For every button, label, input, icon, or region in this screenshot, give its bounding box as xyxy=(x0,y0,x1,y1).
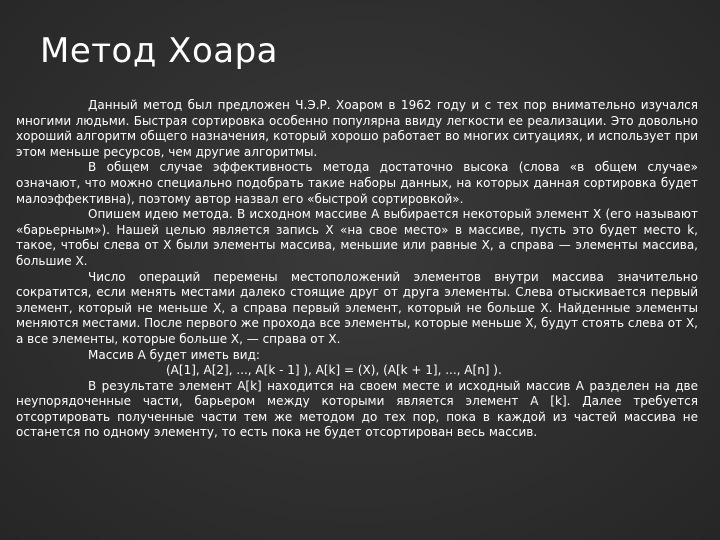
array-formula: (A[1], A[2], ..., A[k - 1] ), A[k] = (X), (A[k + 1], ..., A[n] ). xyxy=(166,363,502,378)
slide-title: Метод Хоара xyxy=(40,31,279,71)
paragraph-result: В результате элемент A[k] находится на своем месте и исходный массив A разделен на две неупорядоченные части, барьером между которыми является элемент A [k]. Далее требуется отсортировать полученные части тем же методом до тех пор, пока в каждой из частей массива не останется по одному элементу, то есть пока не будет отсортирован весь массив. xyxy=(16,378,698,440)
paragraph-operations: Число операций перемены местоположений элементов внутри массива значительно сократится, если менять местами далеко стоящие друг от друга элементы. Слева отыскивается первый элемент, который не меньше X, а справа первый элемент, который не больше X. Найденные элементы меняются местами. После первого же прохода все элементы, которые меньше X, будут стоять слева от X, а все элементы, которые больше X, — справа от X. xyxy=(16,269,698,346)
paragraph-efficiency: В общем случае эффективность метода достаточно высока (слова «в общем случае» означают, что можно специально подобрать такие наборы данных, на которых данная сортировка будет малоэффективна), поэтому автор назвал его «быстрой сортировкой». xyxy=(16,160,698,206)
paragraph-intro: Данный метод был предложен Ч.Э.Р. Хоаром в 1962 году и с тех пор внимательно изучался многими людьми. Быстрая сортировка особенно популярна ввиду легкости ее реализации. Это довольно хороший алгоритм общего назначения, который хорошо работает во многих ситуациях, и использует при этом меньше ресурсов, чем другие алгоритмы. xyxy=(16,98,698,159)
slide-body xyxy=(16,98,698,441)
paragraph-idea: Опишем идею метода. В исходном массиве A выбирается некоторый элемент X (его называют «барьерным»). Нашей целью является запись X «на свое место» в массиве, пусть это будет место k, такое, чтобы слева от X были элементы массива, меньшие или равные X, а справа — элементы массива, большие X. xyxy=(16,207,698,268)
paragraph-array-form: Массив A будет иметь вид: xyxy=(88,347,260,362)
